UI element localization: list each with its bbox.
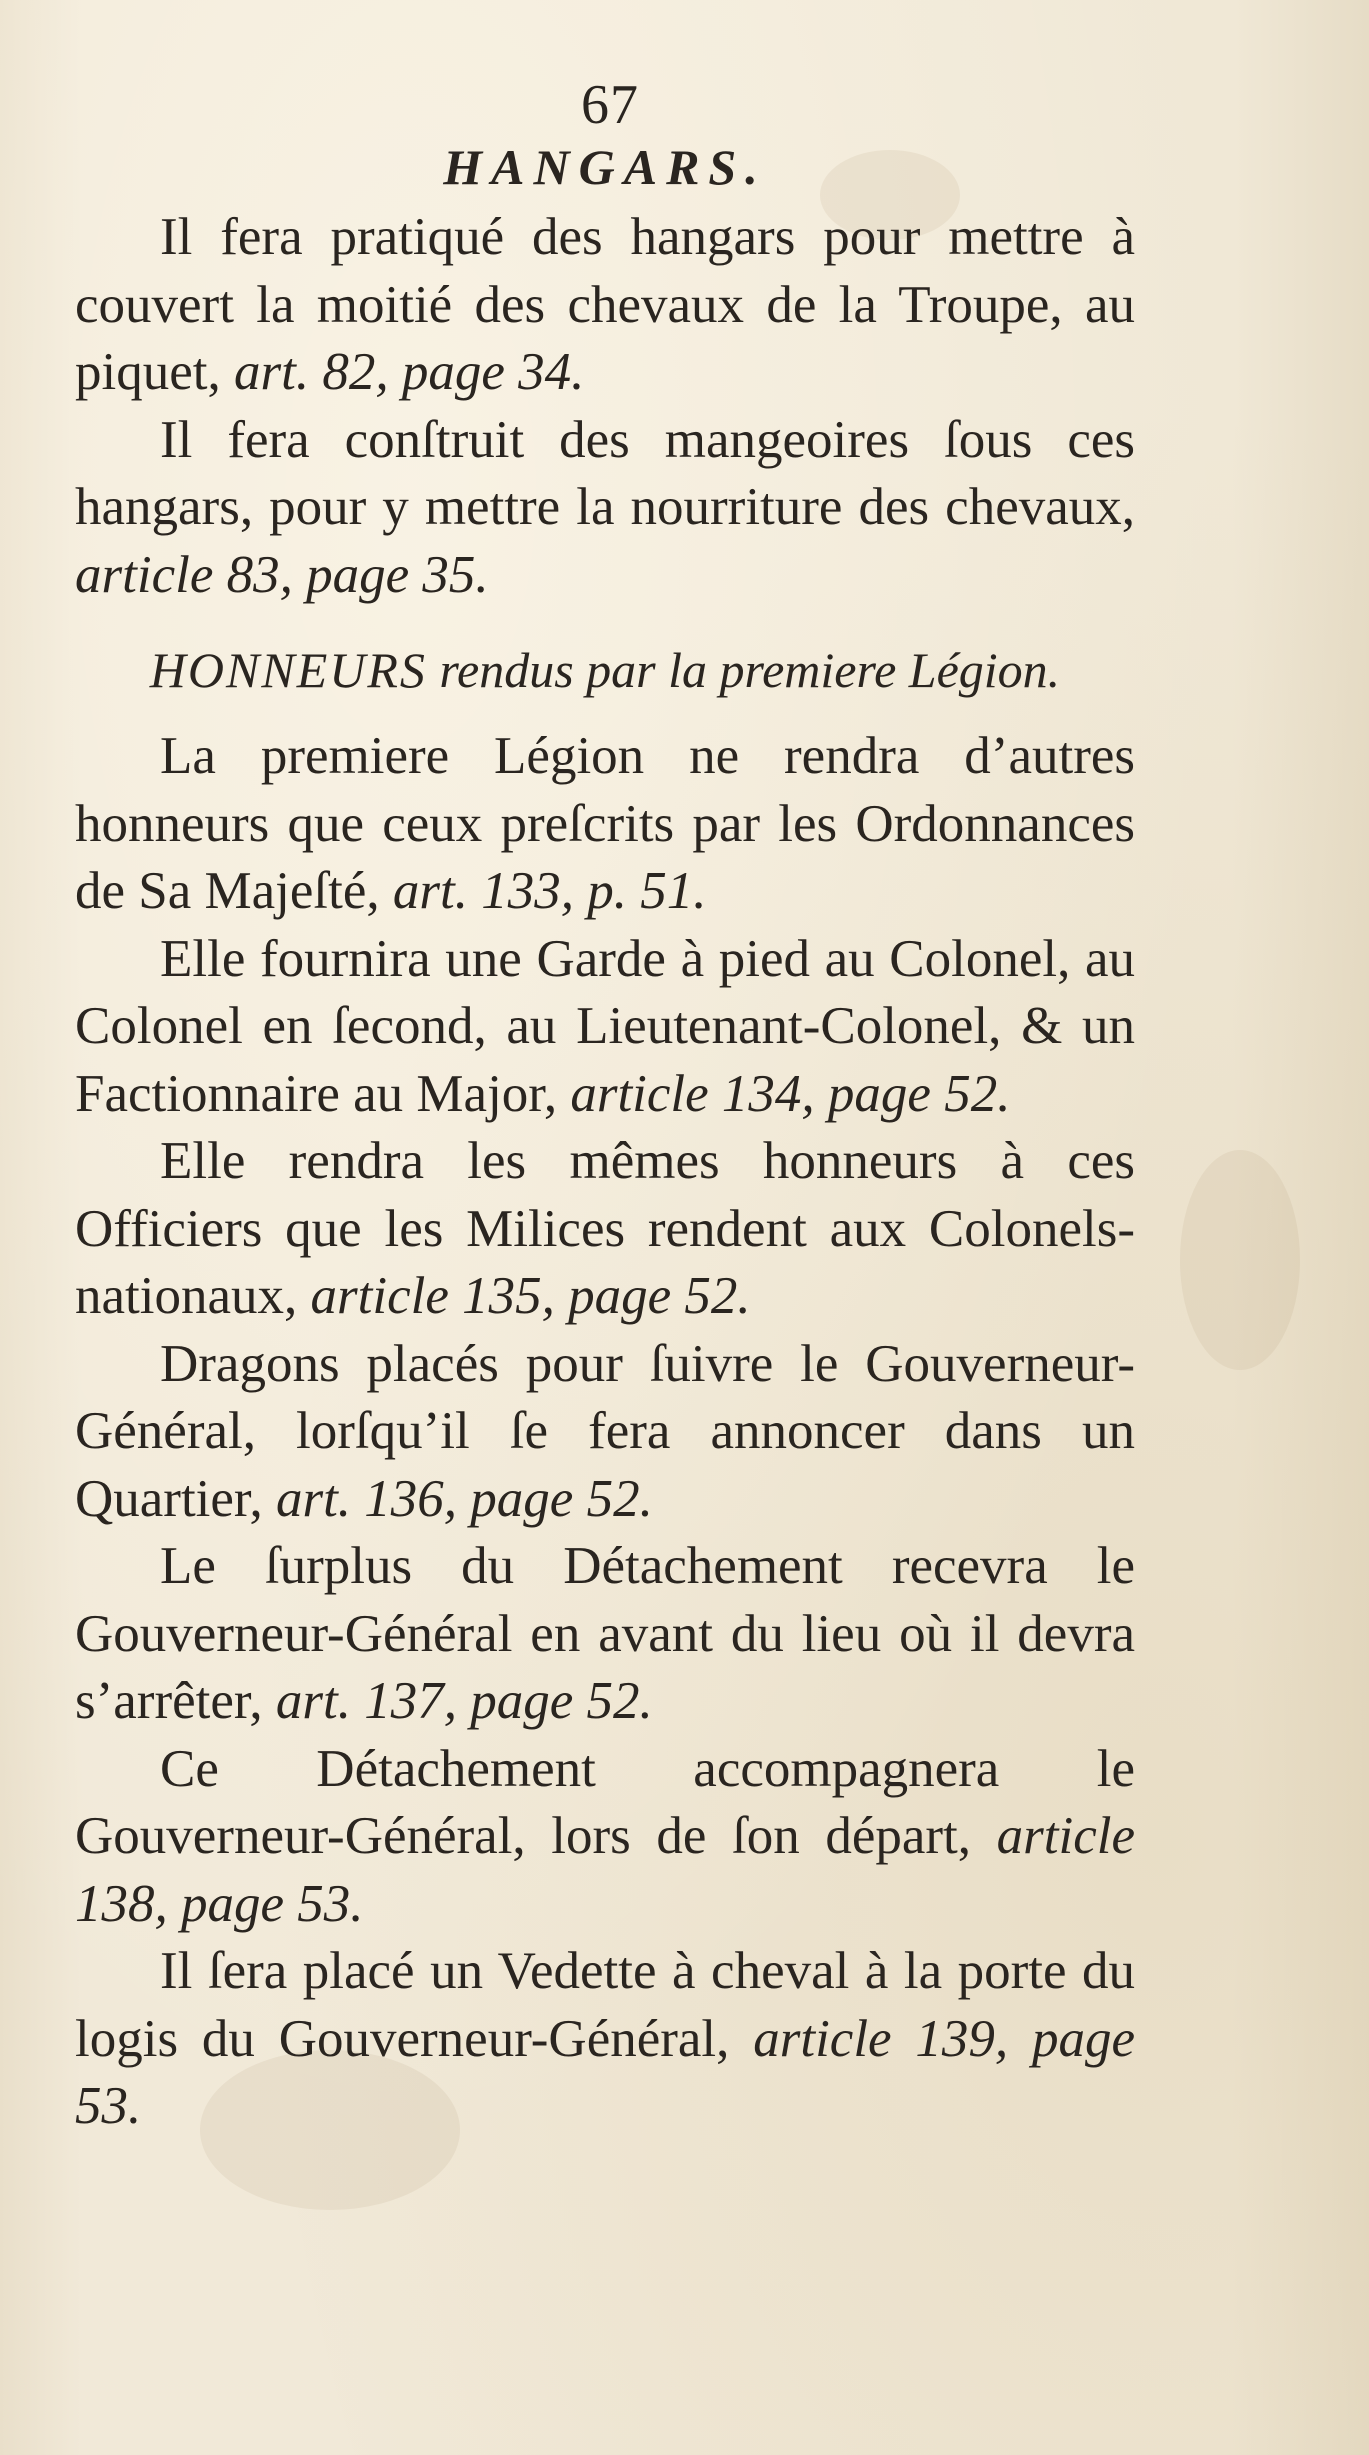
paper-stain: [1180, 1150, 1300, 1370]
paragraph: Ce Détachement accompagnera le Gouverneur-Général, lors de ſon départ, article 138, page 53.: [75, 1739, 1135, 1933]
page-text: [75, 70, 1135, 2141]
section-title-rest: rendus par la premiere Légion.: [439, 642, 1061, 698]
citation: art. 137, page 52.: [275, 1672, 653, 1730]
page-number: 67: [581, 74, 639, 136]
paragraph: Le ſurplus du Détachement recevra le Gouverneur-Général en avant du lieu où il devra s’arrêter, art. 137, page 52.: [75, 1537, 1135, 1730]
section-title-caps: HONNEURS: [149, 642, 427, 698]
citation: art. 133, p. 51.: [392, 862, 707, 920]
citation: art. 82, page 34.: [233, 343, 585, 401]
citation: article 134, page 52.: [570, 1064, 1011, 1123]
citation: article 135, page 52.: [310, 1267, 751, 1325]
paragraph: Dragons placés pour ſuivre le Gouverneur-Général, lorſqu’il ſe fera annoncer dans un Quartier, art. 136, page 52.: [75, 1334, 1135, 1528]
paragraph: Elle rendra les mêmes honneurs à ces Officiers que les Milices rendent aux Colonels-nationaux, article 135, page 52.: [75, 1132, 1135, 1325]
paragraph: Il fera pratiqué des hangars pour mettre à couvert la moitié des chevaux de la Troupe, au piquet, art. 82, page 34.: [75, 208, 1135, 401]
citation: article 138, page 53.: [75, 1807, 1135, 1933]
citation: article 139, page 53.: [75, 2009, 1136, 2135]
paragraph: Elle fournira une Garde à pied au Colonel, au Colonel en ſecond, au Lieutenant-Colonel, & un Factionnaire au Major, article 134, page 52.: [75, 929, 1135, 1123]
paragraph: La premiere Légion ne rendra d’autres honneurs que ceux preſcrits par les Ordonnances de Sa Majeſté, art. 133, p. 51.: [75, 727, 1135, 920]
paragraph: Il fera conſtruit des mangeoires ſous ces hangars, pour y mettre la nourriture des chevaux, article 83, page 35.: [75, 410, 1135, 604]
section-title-hangars: HANGARS.: [443, 139, 767, 195]
paragraph: Il ſera placé un Vedette à cheval à la porte du logis du Gouverneur-Général, article 139, page 53.: [75, 1942, 1136, 2135]
citation: article 83, page 35.: [75, 545, 489, 604]
citation: art. 136, page 52.: [275, 1469, 653, 1528]
section-title-honneurs: [75, 635, 1135, 705]
